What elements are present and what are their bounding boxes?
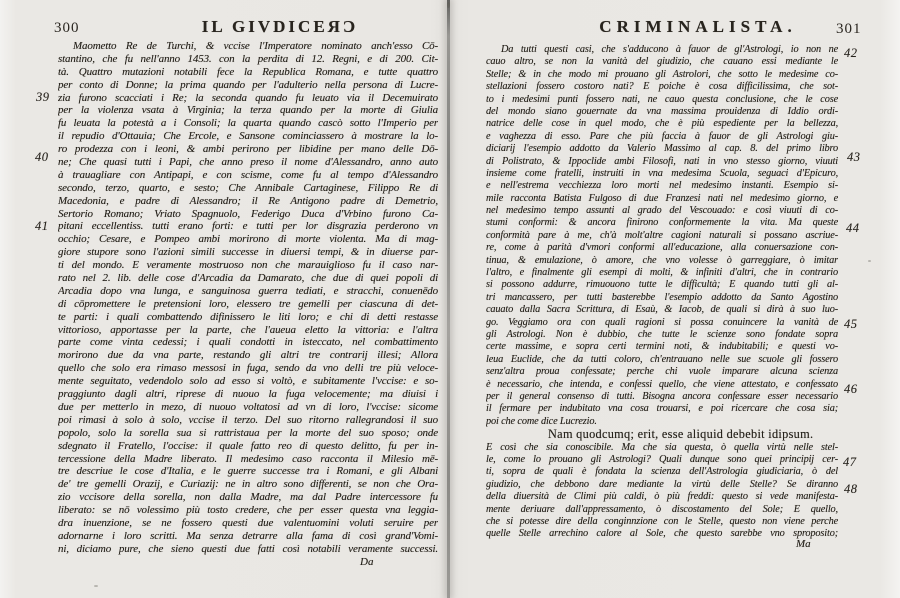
text-line: adornarne i loro scritti. Ma senza detrarre alla fama di così grand'Vomi- <box>58 529 438 542</box>
text-line: ne; Che quasi tutti i Papi, che anno preso il nome d'Alessandro, anno auto <box>58 156 438 169</box>
scan-speck <box>447 2 450 8</box>
text-line: le, come lo prouano gli Astrologi? Quali dunque sono quei principij cer- <box>486 454 838 466</box>
text-line: sdegnato il Fratello, l'occise: il quale fatto reo di questo delitto, fu per in- <box>58 439 438 452</box>
text-line: Macedonia, e padre di Alessandro; il Re Antigono padre di Demetrio, <box>58 194 438 207</box>
text-line: ro prodezza con i leoni, & ambi perirono per libidine per mano delle Dō- <box>58 143 438 156</box>
text-line: re, come à parità d'vmori conformi all'educazione, alla conuersazione con- <box>486 242 838 254</box>
text-line: cauato dalla Sacra Scrittura, di Esaù, & Iacob, de quali si dirà à suo luo- <box>486 304 838 316</box>
text-line: per conto di Donne; la prima quando per l'adulterio nella persona di Lucre- <box>58 78 438 91</box>
page-gutter-fold <box>447 0 450 598</box>
margin-number: 48 <box>844 482 858 496</box>
text-line: pitani eccellentiss. tutti erano forti: e tutti per lor disgrazia perderono vn <box>58 220 438 233</box>
text-line: il fermare per indubitato vna cosa trouarsi, e poi ricercare che cosa sia; <box>486 403 838 415</box>
text-line: certe massime, e sopra certi termini noti, & indubitabili; e questi vo- <box>486 341 838 353</box>
text-line: e nell'estrema vecchiezza loro morti nel medesimo instanti. Esempio si- <box>486 180 838 192</box>
scan-speck <box>868 260 871 262</box>
text-line: gli Astrologi. Non è dubbio, che tutte le scienze sono fondate sopra <box>486 328 838 340</box>
text-line: vittorioso, apportasse per la parte, che l'aueua eletto la vittoria: e l'altra <box>58 323 438 336</box>
text-line: stumi conformi: & ancora finirono conformemente la vita. Ma queste <box>486 217 838 229</box>
margin-number: 43 <box>847 150 861 164</box>
right-text-block <box>486 44 838 541</box>
text-line: mente deriuare dall'appressamento, ò discostamento del Sole; E quello, <box>486 503 838 515</box>
margin-number: 42 <box>844 46 858 60</box>
text-line: occhio; Cesare, e Pompeo ambi morirono di morte violenta. Ma di mag- <box>58 233 438 246</box>
text-line: di cōpromettere le pretensioni loro, elessero tre gemelli per ciascuna di det- <box>58 297 438 310</box>
text-line: fu leuata la potestà a i Consoli; la quarta quando cascò sotto l'Imperio per <box>58 117 438 130</box>
margin-number: 40 <box>35 150 49 164</box>
right-running-title: CRIMINALISTA. <box>599 17 797 36</box>
right-page-number: 301 <box>836 21 862 37</box>
text-line: per il general consenso di tutti. Bisogna ancora confessare esser necessario <box>486 390 838 402</box>
text-line: Maometto Re de Turchi, & vccise l'Imperatore nominato anch'esso Cō- <box>73 40 438 52</box>
text-line: e vaghezza di esso. Pare che più faccia à fauor de gli Astrologi giu- <box>486 130 838 142</box>
text-line: zia furono scacciati i Re; la seconda quando fu leuato via il Decemuirato <box>58 91 438 104</box>
margin-number: 44 <box>846 221 860 235</box>
text-line: à trauagliare con Antipapi, e con scisme, come fu al tempo d'Alessandro <box>58 168 438 181</box>
text-line: stellazioni fossero costoro nati? E poiche è cosa difficilissima, che sot- <box>486 81 838 93</box>
text-line: ti, sopra de quali è fondata la scienza dell'Astrologia giudiciaria, ò del <box>486 466 838 478</box>
text-line: liberato: se nō volessimo più tosto credere, che per esser questa vna leggia- <box>58 504 438 517</box>
right-paragraph-1 <box>486 44 838 428</box>
text-line: de' tre gemelli Orazij, e Curiazij: ne in altro sono differenti, se non che Ora- <box>58 478 438 491</box>
text-line: zio vccisore della sorella, non dalla Madre, ma dal Padre intercessore fu <box>58 491 438 504</box>
left-page-number: 300 <box>54 20 80 36</box>
text-line: go. Veggiamo ora con quali ragioni si possa conuincere la vanità de <box>486 316 838 328</box>
text-line: è necessario, che intenda, e confessi quello, che viene attestato, e confessato <box>486 378 838 390</box>
text-line: nel medesimo tempo assunti al grado del Vescouado: e così viuuti di co- <box>486 205 838 217</box>
text-line: si possono addurre, rimuouono tutte le difficultà; E quando tutti gli al- <box>486 279 838 291</box>
latin-quote-line: Nam quodcumq; erit, esse aliquid debebit idipsum. <box>548 428 814 442</box>
text-line: praggiunto dagli altri, riprese di nuouo la fuga velocemente; ma diuisi i <box>58 388 438 401</box>
text-line: due per metterlo in mezo, di nuouo voltatosi ad vn di loro, l'vccise: sicome <box>58 400 438 413</box>
text-line: che si potesse dire della conginnzione con le Stelle, questo non viene perche <box>486 516 838 528</box>
text-line: Da tutti questi casi, che s'adducono à fauor de gl'Astrologi, io non ne <box>501 44 838 55</box>
left-running-title: IL GIVDICEЯƆ <box>201 17 359 36</box>
text-line: poi che come dice Lucrezio. <box>486 415 597 427</box>
text-line: rato nel 2. lib. delle cose d'Arcadia da Damarato, che due di quei popoli di <box>58 272 438 285</box>
margin-number: 47 <box>843 455 857 469</box>
text-line: conformità pare à me, ch'à molt'altre cagioni naturali si possano ascriue- <box>486 229 838 241</box>
text-line: popolo, solo la sorella sua si rattristaua per la morte del suo sposo; onde <box>58 426 438 439</box>
margin-number: 45 <box>844 317 858 331</box>
text-line: ni, diciamo pure, che sieno questi due fatti così notabili veramente successi. <box>58 542 438 555</box>
text-line: E così che sia conoscibile. Ma che sia questa, ò quella virtù nelle stel- <box>486 441 838 453</box>
text-line: quello che solo era rimaso messosi in fuga, sendo da vno delli tre più veloce- <box>58 362 438 375</box>
text-line: cauo altro, se non la vanità del giudizio, che cauano essi mediante le <box>486 56 838 68</box>
text-line: mile racconta Batista Fulgoso di due Franzesi nati nel medesimo giorno, e <box>486 192 838 204</box>
left-catchword: Da <box>360 556 374 568</box>
text-line: secondo, terzo, quarto, e sesto; Che Annibale Cartaginese, Filippo Re di <box>58 181 438 194</box>
text-line: l'altro, e finalmente gli esempi di molti, & infiniti d'altri, che in contrario <box>486 267 838 279</box>
text-line: Arcadia dopo vna lunga, e sanguinosa guerra tediati, e stracchi, conuenēdo <box>58 284 438 297</box>
text-line: morirono due da vna parte, restando gli altri tre contrarij illesi; Allora <box>58 349 438 362</box>
right-paragraph-2 <box>486 442 838 541</box>
text-line: stantino, che fu nell'anno 1453. con la perdita di 12. Regni, e di 200. Cit- <box>58 52 438 65</box>
text-line: leua Euclide, che da tutti coloro, ch'entrauano nelle sue scuole gli fossero <box>486 353 838 365</box>
text-line: della diuersità de Climi più caldi, ò più freddi: questo si vede manifesta- <box>486 491 838 503</box>
text-line: mente seguitato, vedendolo solo ad esso si voltò, e subitamente l'vccise: e so- <box>58 375 438 388</box>
text-line: te parti: i quali combattendo difinissero le liti loro; e chi di detti restasse <box>58 310 438 323</box>
text-line: di Polistrato, & Ippoclide ambi Filosofi, nati in vno stesso giorno, viuuti <box>486 155 838 167</box>
text-line: to i medesimi punti fossero nati, ne cauo questa conclusione, che le cose <box>486 93 838 105</box>
text-line: senz'altra proua confessate; perche chi vuole imparare alcuna scienza <box>486 366 838 378</box>
text-line: quelle Stelle arrechino calore al Sole, che questo sarebbe vno sproposito; <box>486 528 838 540</box>
text-line: per la violenza vsata à Virginia; la terza quando per la morte di Giulia <box>58 104 438 117</box>
margin-number: 46 <box>844 382 858 396</box>
text-line: poi rimasi à solo à solo, vccise il terzo. Del suo ritorno rallegrandosi il suo <box>58 413 438 426</box>
text-line: giore stupore sono l'azioni simili successe in diuersi tempi, & in diuerse par- <box>58 246 438 259</box>
right-catchword: Ma <box>796 538 811 550</box>
text-line: tri mancassero, per tutti basterebbe l'esempio addotto da Santo Agostino <box>486 291 838 303</box>
margin-number: 41 <box>35 219 49 233</box>
scan-speck <box>94 585 98 587</box>
text-line: dra inuenzione, se ne fossero questi due valentuomini voluti seruire per <box>58 516 438 529</box>
text-line: del mondo siano gouernate da vna massima prouidenza di Iddio ordi- <box>486 105 838 117</box>
text-line: diciarij l'esempio addotto da Valerio Massimo al cap. 8. del primo libro <box>486 143 838 155</box>
text-line: tercessione della Madre liberato. Il medesimo caso racconta il Milesio mē- <box>58 452 438 465</box>
text-line: tinua, & emulazione, ò amore, che vno volesse ò garreggiare, ò imitar <box>486 254 838 266</box>
text-line: Stelle; & in che modo mi prouano gli Astrolori, che sotto le medesime co- <box>486 68 838 80</box>
text-line: Sertorio Romano; Vriato Spagnuolo, Federigo Duca d'Vrbino furono Ca- <box>58 207 438 220</box>
text-line: il repudio d'Ottauia; Che Ercole, e Sansone cominciassero à mostrare la lo- <box>58 130 438 143</box>
left-text-block <box>58 40 438 556</box>
text-line: ti del mondo. E veramente mostruoso non che marauiglioso fu il caso nar- <box>58 259 438 272</box>
text-line: natrice delle cose in quel modo, che è più espediente per la bellezza, <box>486 118 838 130</box>
text-line: tà. Quattro mutazioni notabili fece la Republica Romana, e tutte quattro <box>58 65 438 78</box>
text-line: tre descriue le cose d'Italia, e le guerre successe tra i Romani, e gli Albani <box>58 465 438 478</box>
text-line: giudizio, che debbono dare mediante la virtù delle Stelle? Se diranno <box>486 478 838 490</box>
text-line: parte come vinta cedessi; i quali condotti in isteccato, nel combattimento <box>58 336 438 349</box>
text-line: insieme come fratelli, instruiti in vna medesima Scuola, seguaci d'Epicuro, <box>486 167 838 179</box>
margin-number: 39 <box>36 90 50 104</box>
